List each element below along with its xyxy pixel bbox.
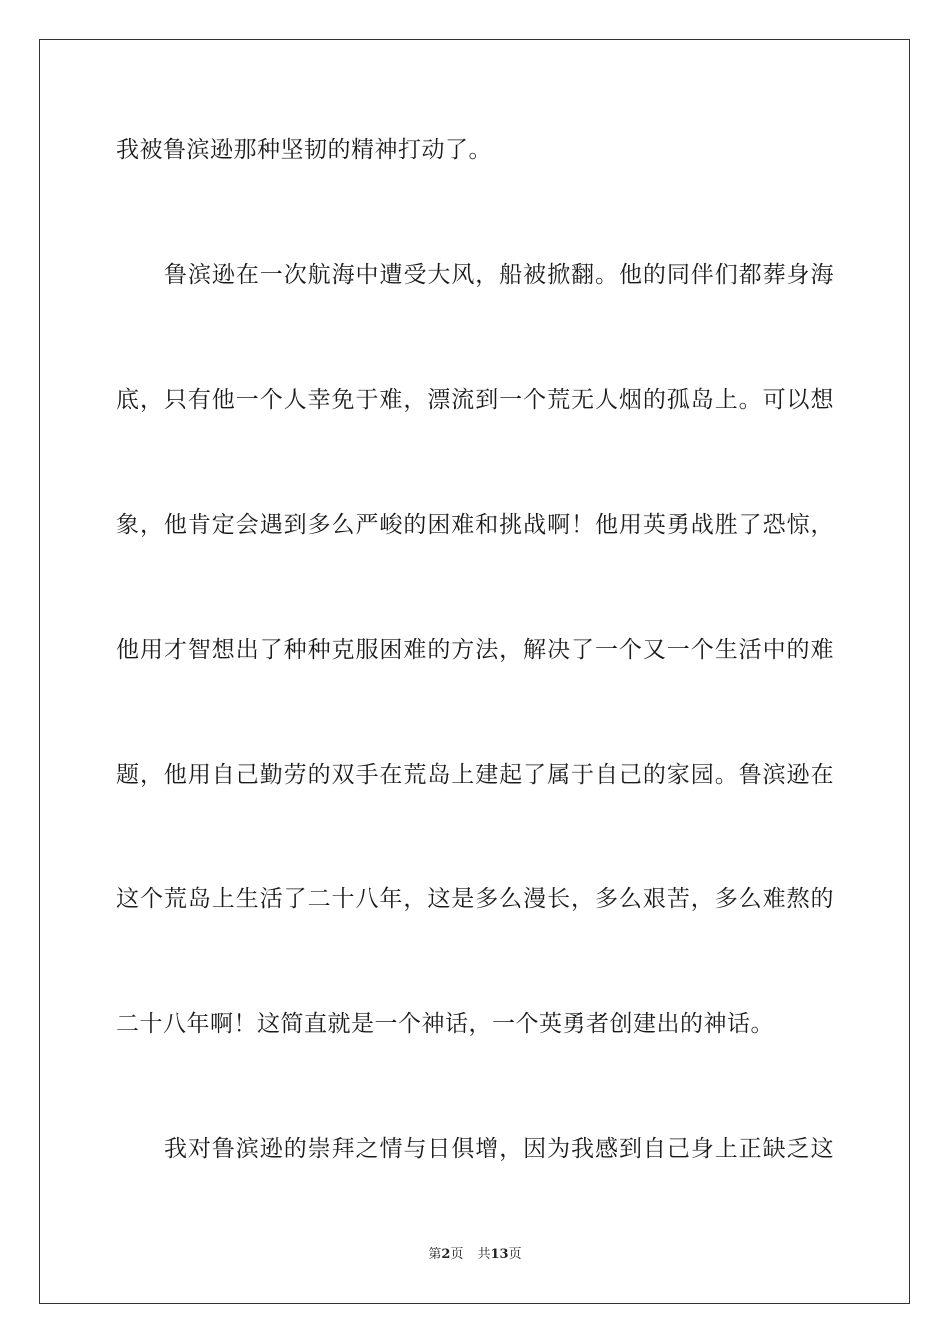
paragraph-line-4: 象，他肯定会遇到多么严峻的困难和挑战啊！他用英勇战胜了恐惊， — [116, 512, 834, 538]
page-border — [39, 39, 910, 1304]
paragraph-line-1: 我被鲁滨逊那种坚韧的精神打动了。 — [116, 137, 492, 163]
paragraph-line-6: 题，他用自己勤劳的双手在荒岛上建起了属于自己的家园。鲁滨逊在 — [116, 762, 834, 788]
paragraph-line-3: 底，只有他一个人幸免于难，漂流到一个荒无人烟的孤岛上。可以想 — [116, 387, 834, 413]
page-total: 共13页 — [477, 1247, 522, 1262]
page-number: 第2页 — [428, 1247, 464, 1262]
paragraph-line-8: 二十八年啊！这简直就是一个神话，一个英勇者创建出的神话。 — [116, 1011, 774, 1037]
paragraph-line-9: 我对鲁滨逊的崇拜之情与日俱增，因为我感到自己身上正缺乏这 — [164, 1136, 834, 1162]
paragraph-line-2: 鲁滨逊在一次航海中遭受大风，船被掀翻。他的同伴们都葬身海 — [164, 262, 834, 288]
paragraph-line-5: 他用才智想出了种种克服困难的方法，解决了一个又一个生活中的难 — [116, 637, 834, 663]
page-footer — [0, 1246, 950, 1264]
paragraph-line-7: 这个荒岛上生活了二十八年，这是多么漫长，多么艰苦，多么难熬的 — [116, 886, 834, 912]
